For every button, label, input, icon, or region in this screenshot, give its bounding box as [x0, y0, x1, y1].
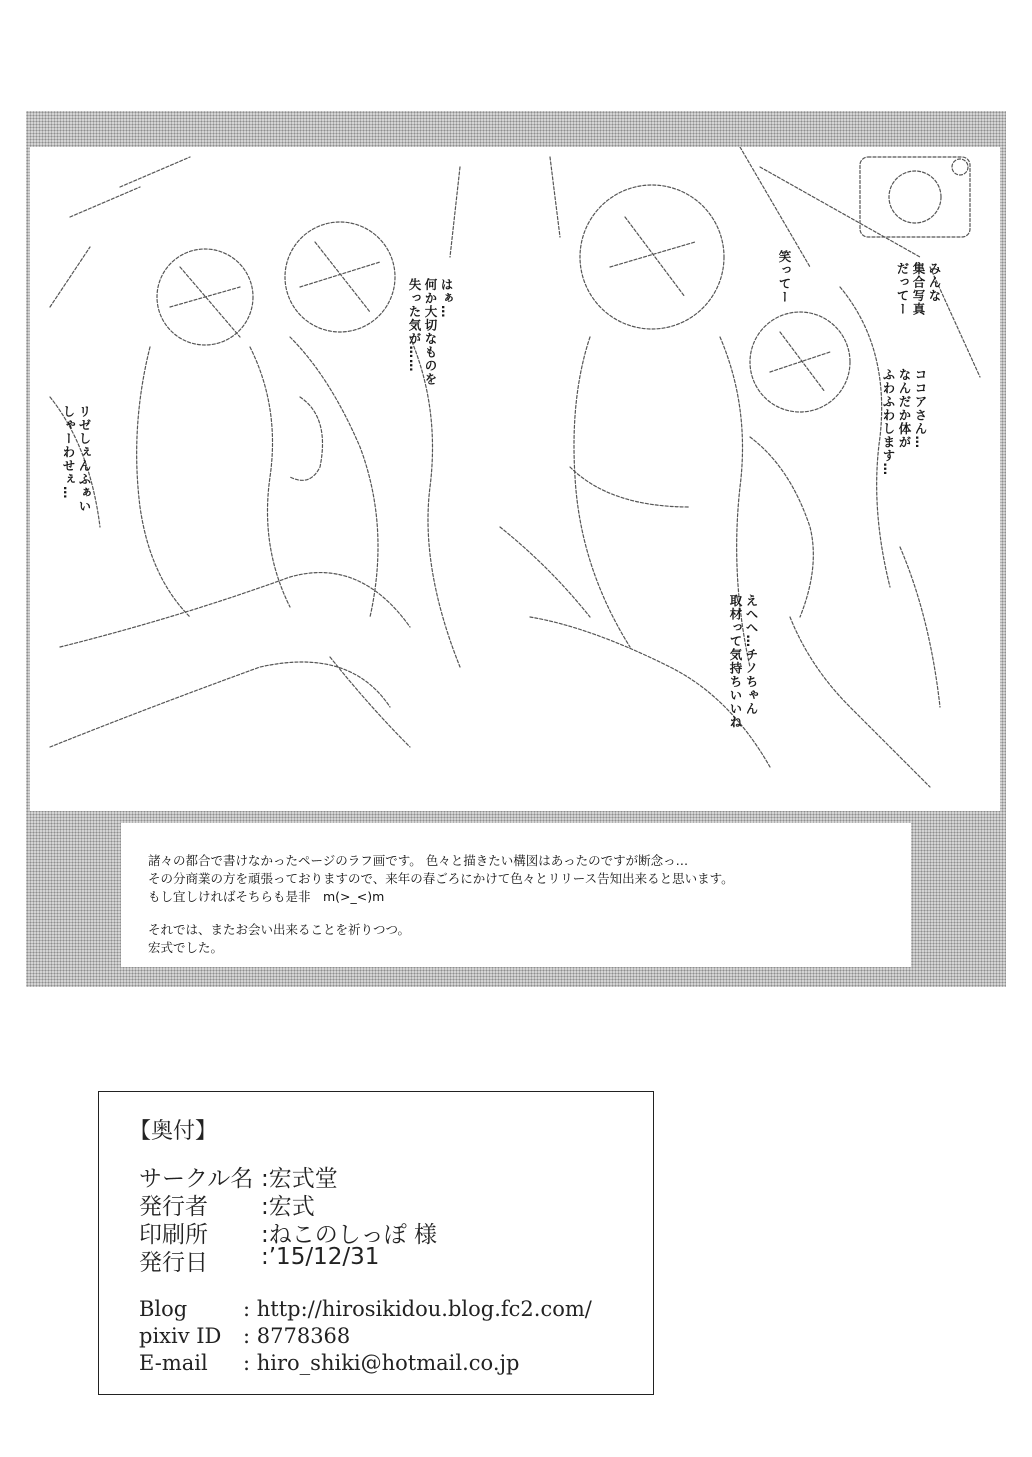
- note-line-4: それでは、またお会い出来ることを祈りつつ。: [148, 922, 411, 937]
- publisher-label: 発行者: [139, 1194, 208, 1220]
- blog-label: Blog: [139, 1297, 188, 1321]
- printer-value: :ねこのしっぽ 様: [261, 1222, 438, 1248]
- sketch-drawing: [30, 147, 1000, 811]
- email-row: [139, 1351, 520, 1375]
- pixiv-value: : 8778368: [243, 1324, 351, 1348]
- rough-sketch-illustration: [30, 147, 1000, 811]
- speech-middle: はぁ… 何か大切なものを 失った気が……: [407, 278, 454, 386]
- note-line-2: その分商業の方を頑張っておりますので、来年の春ごろにかけて色々とリリース告知出来ると思います。: [148, 871, 734, 886]
- circle-value: :宏式堂: [261, 1166, 338, 1192]
- speech-cocoa: ココアさん… なんだか体が ふわふわします…: [881, 368, 928, 476]
- speech-ehehe: えへへ…チノちゃん 取材って気持ちいいね: [728, 594, 759, 729]
- email-label: E-mail: [139, 1351, 208, 1375]
- note-line-5: 宏式でした。: [148, 940, 224, 955]
- blog-value: : http://hirosikidou.blog.fc2.com/: [243, 1297, 592, 1321]
- pixiv-label: pixiv ID: [139, 1324, 222, 1348]
- speech-group-photo: みんな 集合写真 だってー: [895, 262, 942, 316]
- blog-row: [139, 1297, 592, 1321]
- date-label: 発行日: [139, 1250, 208, 1276]
- circle-label: サークル名: [139, 1166, 254, 1192]
- date-row: [139, 1244, 380, 1277]
- afterword-note: [121, 823, 911, 967]
- date-value: :’15/12/31: [261, 1244, 380, 1270]
- colophon-heading: 【奥付】: [129, 1119, 218, 1144]
- pixiv-row: [139, 1324, 351, 1348]
- publisher-value: :宏式: [261, 1194, 315, 1220]
- printer-label: 印刷所: [139, 1222, 208, 1248]
- speech-laugh: 笑ってー: [777, 250, 792, 304]
- colophon-box: [98, 1091, 654, 1395]
- note-line-1: 諸々の都合で書けなかったページのラフ画です。 色々と描きたい構図はあったのですが断念っ…: [148, 853, 689, 868]
- note-line-3: もし宜しければそちらも是非 m(>_<)m: [148, 889, 385, 904]
- email-value: : hiro_shiki@hotmail.co.jp: [243, 1351, 520, 1375]
- speech-lize: リゼしぇんふぁい しゃーわせぇ…: [61, 405, 92, 513]
